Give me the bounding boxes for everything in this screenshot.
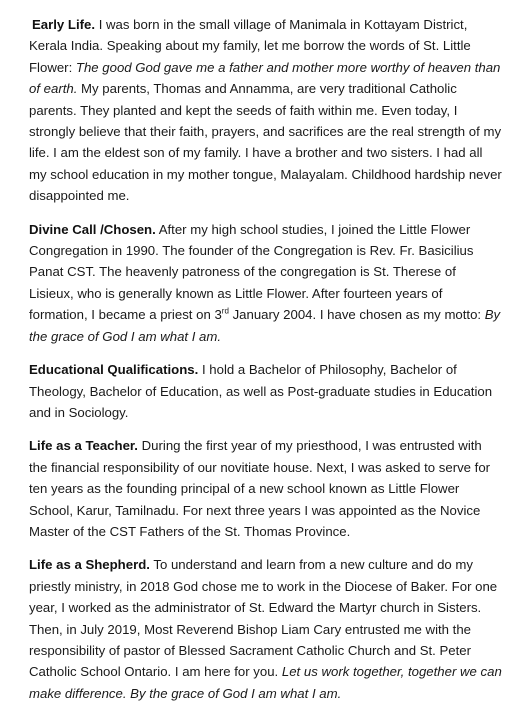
education-text: I hold a Bachelor of Philosophy, Bachelor of Theology, Bachelor of Education, as well as Post-graduate studies in Education and in Sociology. [29, 362, 493, 420]
education-paragraph [29, 359, 503, 423]
teacher-paragraph [29, 435, 503, 542]
ordinal-superscript: rd [221, 306, 229, 316]
early-life-text-continued: My parents, Thomas and Annamma, are very traditional Catholic parents. They planted and kept the seeds of faith within me. Even today, I strongly believe that their faith, prayers, and sacrifices are the real strength of my life. I am the eldest son of my family. I have a brother and two sisters. I had all my school education in my mother tongue, Malayalam. Childhood hardship never disappointed me. [29, 81, 502, 204]
shepherd-quote: Let us work together, together we can make difference. By the grace of God I am what I am. [29, 664, 502, 701]
divine-call-text-continued: January 2004. I have chosen as my motto: [228, 307, 485, 323]
divine-call-heading: Divine Call /Chosen. [29, 221, 156, 237]
early-life-quote: The good God gave me a father and mother more worthy of heaven than of earth. [29, 59, 501, 97]
early-life-paragraph [29, 14, 503, 207]
divine-call-text: After my high school studies, I joined the Little Flower Congregation in 1990. The founder of the Congregation is Rev. Fr. Basicilius Panat CST. The heavenly patroness of the congregation is St. Therese of Lisieux, who is generally known as Little Flower. After fourteen years of formation, I became a priest on 3 [29, 221, 474, 323]
motto-quote: By the grace of God I am what I am. [29, 307, 501, 344]
early-life-text: I was born in the small village of Manimala in Kottayam District, Kerala India. Speaking about my family, let me borrow the words of St. Little Flower: [29, 17, 471, 75]
teacher-heading: Life as a Teacher. [29, 438, 138, 454]
shepherd-paragraph [29, 554, 503, 704]
document-page [29, 14, 503, 716]
divine-call-paragraph [29, 219, 503, 347]
early-life-heading: Early Life. [32, 17, 96, 32]
shepherd-heading: Life as a Shepherd. [29, 557, 150, 573]
teacher-text: During the first year of my priesthood, I was entrusted with the financial responsibility of our novitiate house. Next, I was asked to serve for ten years as the founding principal of a new school known as Little Flower School, Karur, Tamilnadu. For next three years I was appointed as the Novice Master of the CST Fathers of the St. Thomas Province. [29, 438, 491, 539]
education-heading: Educational Qualifications. [29, 362, 199, 378]
shepherd-text: To understand and learn from a new culture and do my priestly ministry, in 2018 God chose me to work in the Diocese of Baker. For one year, I worked as the administrator of St. Edward the Martyr church in Sisters. Then, in July 2019, Most Reverend Bishop Liam Cary entrusted me with the responsibility of pastor of Blessed Sacrament Catholic Church and St. Peter Catholic School Ontario. I am here for you. [29, 557, 498, 680]
